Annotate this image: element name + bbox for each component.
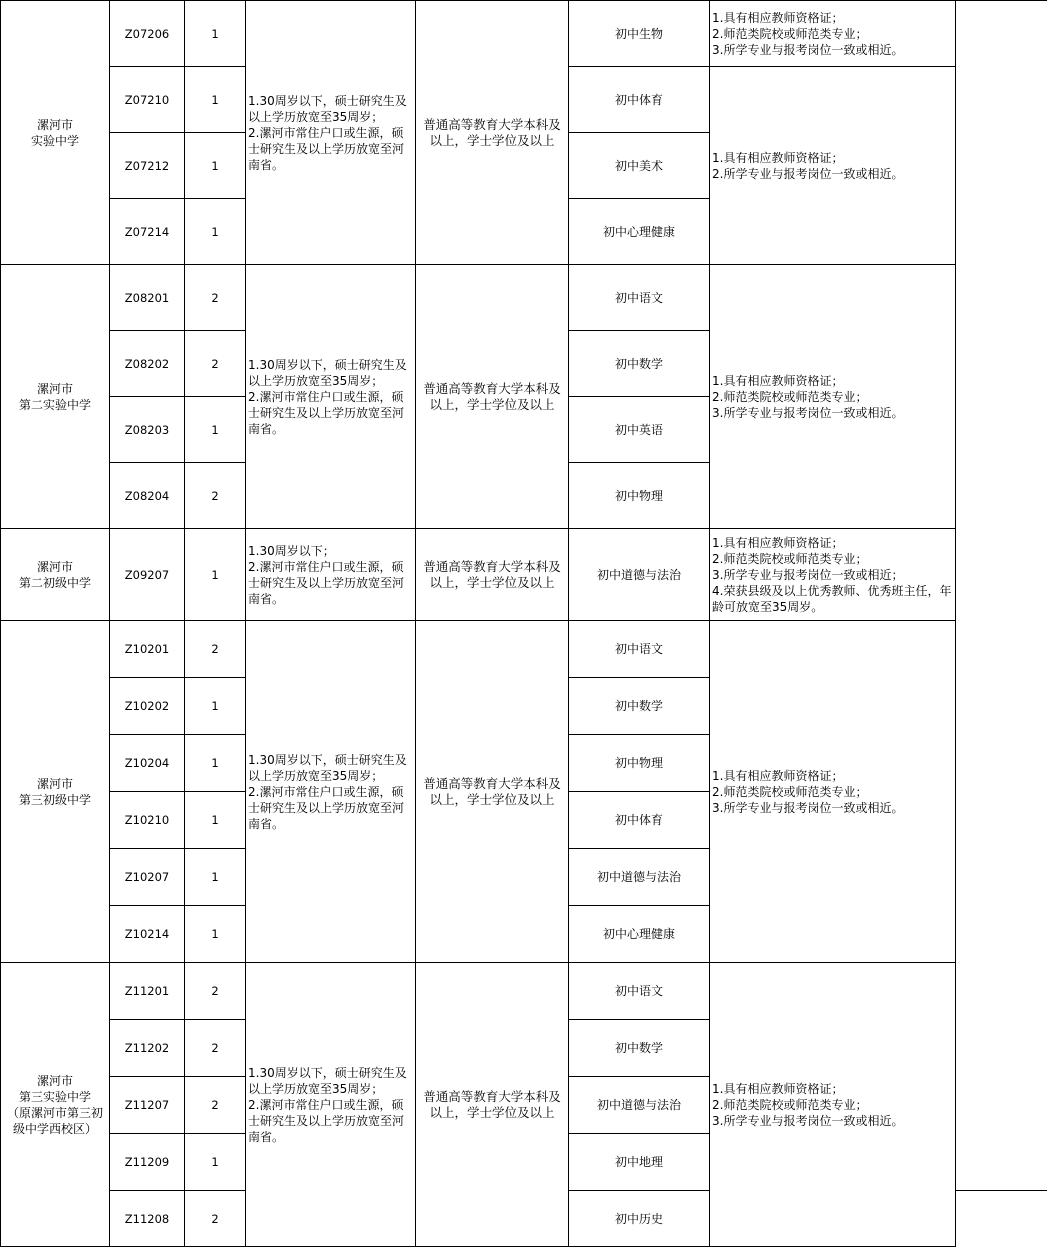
hiring-count-cell: 2: [185, 963, 246, 1020]
hiring-count-cell: 2: [185, 1191, 246, 1247]
school-name-cell: 漯河市 第二初级中学: [1, 529, 110, 621]
age-residence-cell: 1.30周岁以下； 2.漯河市常住户口或生源，硕士研究生及以上学历放宽至河南省。: [246, 529, 416, 621]
hiring-count-cell: 2: [185, 463, 246, 529]
subject-cell: 初中物理: [569, 735, 710, 792]
position-code-cell: Z11201: [110, 963, 185, 1020]
position-code-cell: Z08201: [110, 265, 185, 331]
age-residence-cell: 1.30周岁以下，硕士研究生及以上学历放宽至35周岁； 2.漯河市常住户口或生源，硕士研究生及以上学历放宽至河南省。: [246, 963, 416, 1247]
position-code-cell: Z11208: [110, 1191, 185, 1247]
hiring-count-cell: 1: [185, 1, 246, 67]
remarks-cell: [956, 1, 1047, 1191]
subject-cell: 初中历史: [569, 1191, 710, 1247]
hiring-count-cell: 1: [185, 67, 246, 133]
hiring-count-cell: 1: [185, 199, 246, 265]
hiring-count-cell: 1: [185, 678, 246, 735]
hiring-count-cell: 1: [185, 133, 246, 199]
subject-cell: 初中道德与法治: [569, 529, 710, 621]
table-row: [1, 265, 1047, 331]
school-name-cell: 漯河市 第二实验中学: [1, 265, 110, 529]
subject-cell: 初中英语: [569, 397, 710, 463]
table-row: [1, 1, 1047, 67]
hiring-count-cell: 1: [185, 906, 246, 963]
position-code-cell: Z10201: [110, 621, 185, 678]
position-code-cell: Z08204: [110, 463, 185, 529]
position-code-cell: Z11202: [110, 1020, 185, 1077]
subject-cell: 初中道德与法治: [569, 849, 710, 906]
subject-cell: 初中道德与法治: [569, 1077, 710, 1134]
school-name-cell: 漯河市 实验中学: [1, 1, 110, 265]
age-residence-cell: 1.30周岁以下，硕士研究生及以上学历放宽至35周岁； 2.漯河市常住户口或生源，硕士研究生及以上学历放宽至河南省。: [246, 265, 416, 529]
position-code-cell: Z08202: [110, 331, 185, 397]
position-code-cell: Z07212: [110, 133, 185, 199]
education-cell: 普通高等教育大学本科及以上，学士学位及以上: [416, 529, 569, 621]
subject-cell: 初中语文: [569, 621, 710, 678]
hiring-count-cell: 2: [185, 265, 246, 331]
age-residence-cell: 1.30周岁以下，硕士研究生及以上学历放宽至35周岁； 2.漯河市常住户口或生源，硕士研究生及以上学历放宽至河南省。: [246, 1, 416, 265]
position-code-cell: Z10214: [110, 906, 185, 963]
position-code-cell: Z07206: [110, 1, 185, 67]
subject-cell: 初中物理: [569, 463, 710, 529]
requirements-cell: 1.具有相应教师资格证； 2.师范类院校或师范类专业； 3.所学专业与报考岗位一致或相近。: [710, 621, 956, 963]
hiring-count-cell: 2: [185, 331, 246, 397]
subject-cell: 初中数学: [569, 1020, 710, 1077]
subject-cell: 初中生物: [569, 1, 710, 67]
education-cell: 普通高等教育大学本科及以上，学士学位及以上: [416, 621, 569, 963]
hiring-count-cell: 1: [185, 735, 246, 792]
subject-cell: 初中语文: [569, 265, 710, 331]
hiring-count-cell: 2: [185, 621, 246, 678]
position-code-cell: Z07210: [110, 67, 185, 133]
subject-cell: 初中数学: [569, 331, 710, 397]
position-code-cell: Z10207: [110, 849, 185, 906]
table-row: [1, 963, 1047, 1020]
requirements-cell: 1.具有相应教师资格证； 2.所学专业与报考岗位一致或相近。: [710, 67, 956, 265]
subject-cell: 初中心理健康: [569, 906, 710, 963]
hiring-count-cell: 1: [185, 849, 246, 906]
requirements-cell: 1.具有相应教师资格证； 2.师范类院校或师范类专业； 3.所学专业与报考岗位一致或相近。: [710, 265, 956, 529]
hiring-count-cell: 1: [185, 397, 246, 463]
position-code-cell: Z07214: [110, 199, 185, 265]
education-cell: 普通高等教育大学本科及以上，学士学位及以上: [416, 1, 569, 265]
subject-cell: 初中语文: [569, 963, 710, 1020]
position-code-cell: Z11209: [110, 1134, 185, 1191]
age-residence-cell: 1.30周岁以下，硕士研究生及以上学历放宽至35周岁； 2.漯河市常住户口或生源，硕士研究生及以上学历放宽至河南省。: [246, 621, 416, 963]
table-row: [1, 529, 1047, 621]
hiring-count-cell: 2: [185, 1077, 246, 1134]
education-cell: 普通高等教育大学本科及以上，学士学位及以上: [416, 265, 569, 529]
requirements-cell: 1.具有相应教师资格证； 2.师范类院校或师范类专业； 3.所学专业与报考岗位一致或相近。: [710, 1, 956, 67]
hiring-count-cell: 1: [185, 1134, 246, 1191]
school-name-cell: 漯河市 第三实验中学 （原漯河市第三初级中学西校区）: [1, 963, 110, 1247]
requirements-cell: 1.具有相应教师资格证； 2.师范类院校或师范类专业； 3.所学专业与报考岗位一致或相近。: [710, 963, 956, 1247]
position-code-cell: Z11207: [110, 1077, 185, 1134]
requirements-cell: 1.具有相应教师资格证； 2.师范类院校或师范类专业； 3.所学专业与报考岗位一致或相近； 4.荣获县级及以上优秀教师、优秀班主任，年龄可放宽至35周岁。: [710, 529, 956, 621]
subject-cell: 初中美术: [569, 133, 710, 199]
education-cell: 普通高等教育大学本科及以上，学士学位及以上: [416, 963, 569, 1247]
subject-cell: 初中体育: [569, 792, 710, 849]
subject-cell: 初中心理健康: [569, 199, 710, 265]
table-row: [1, 621, 1047, 678]
hiring-count-cell: 2: [185, 1020, 246, 1077]
position-code-cell: Z10210: [110, 792, 185, 849]
subject-cell: 初中数学: [569, 678, 710, 735]
hiring-count-cell: 1: [185, 792, 246, 849]
subject-cell: 初中地理: [569, 1134, 710, 1191]
position-code-cell: Z10204: [110, 735, 185, 792]
subject-cell: 初中体育: [569, 67, 710, 133]
position-code-cell: Z08203: [110, 397, 185, 463]
position-code-cell: Z09207: [110, 529, 185, 621]
hiring-count-cell: 1: [185, 529, 246, 621]
position-code-cell: Z10202: [110, 678, 185, 735]
school-name-cell: 漯河市 第三初级中学: [1, 621, 110, 963]
